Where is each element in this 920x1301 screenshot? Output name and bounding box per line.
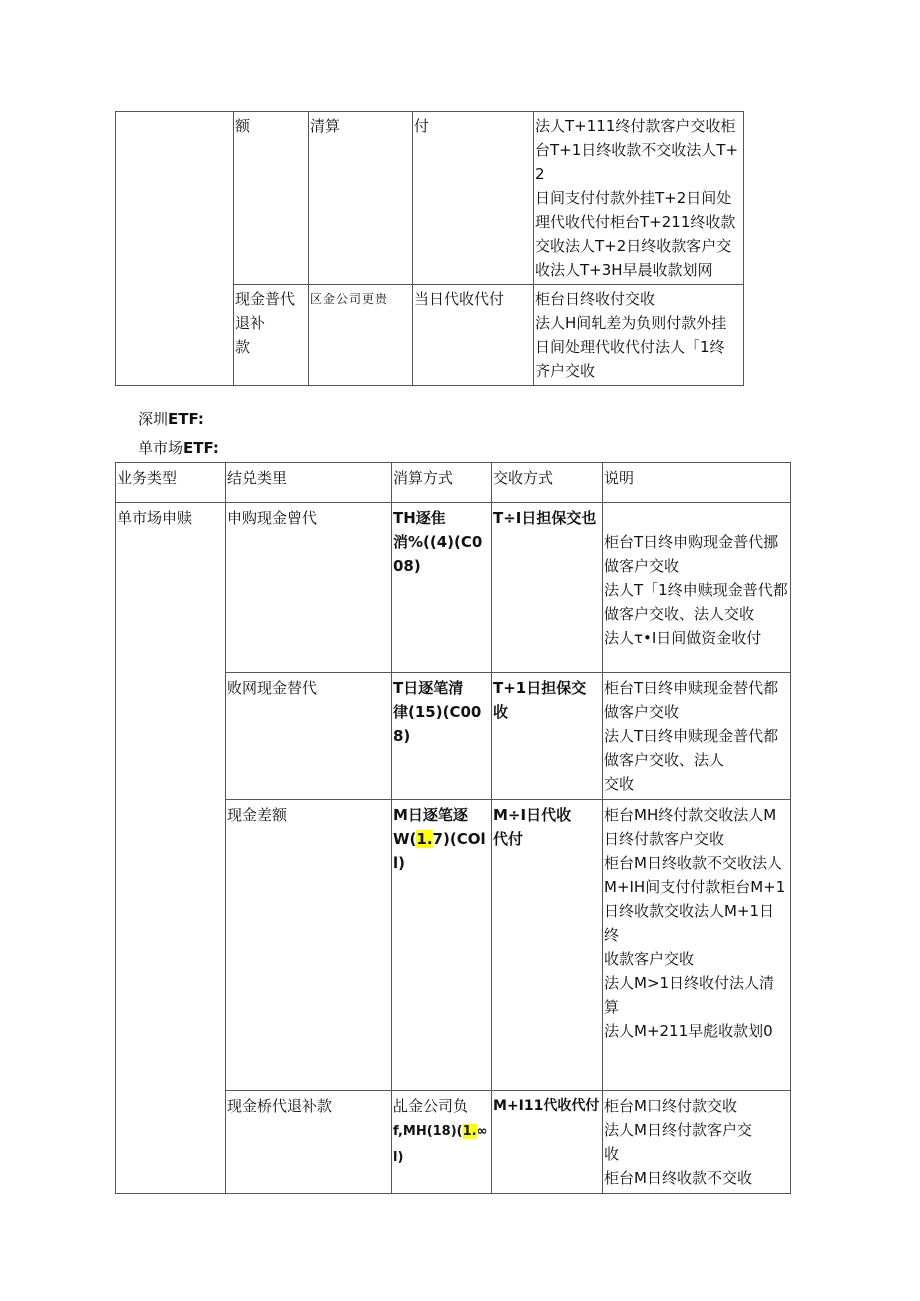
clearing-text-line2b: ∞l) — [393, 1124, 488, 1165]
note-cell: 柜台T日终申赎现金替代都 做客户交收 法人T日终申赎现金普代都 做客户交收、法人 交收 — [603, 673, 791, 800]
settle-cell: 区金公司更贵 — [309, 285, 413, 386]
clearing-text-line1: 乩金公司负 — [393, 1097, 469, 1115]
header-settle-type: 结兑类里 — [226, 463, 392, 503]
highlighted-text: 1. — [416, 830, 433, 848]
type-cell: 败网现金替代 — [226, 673, 392, 800]
settle-cell: 清算 — [309, 112, 413, 285]
note-cell: 柜台日终收付交收 法人H间轧差为负则付款外挂 日间处理代收代付法人「1终 齐户交收 — [534, 285, 744, 386]
type-cell: 现金桥代退补款 — [226, 1091, 392, 1194]
caption-single-market: 单市场 — [138, 439, 184, 457]
note-cell: 柜台M口终付款交收 法人M日终付款客户交 收 柜台M日终收款不交收 — [603, 1091, 791, 1194]
clearing-text-line2a: f,MH(18)( — [393, 1124, 463, 1139]
caption-shenzhen: 深圳 — [138, 410, 169, 428]
clearing-cell: T日逐笔清 律(15)(C008) — [392, 673, 492, 800]
item-cell: 现金普代 退补 款 — [234, 285, 309, 386]
header-note: 说明 — [603, 463, 791, 503]
caption-etf: ETF: — [168, 410, 204, 428]
delivery-cell: T+1日担保交 收 — [492, 673, 603, 800]
table-row — [116, 112, 744, 285]
clearing-text-line2b: 7)(COll) — [393, 830, 486, 872]
clearing-text-line1: M日逐笔逐 — [393, 806, 468, 824]
clearing-cell — [392, 1091, 492, 1194]
table-continuation — [115, 111, 744, 386]
delivery-cell: M+I11代收代付 — [492, 1091, 603, 1194]
clearing-cell — [392, 800, 492, 1091]
type-cell: 现金差额 — [226, 800, 392, 1091]
caption-single-market-etf — [138, 437, 219, 459]
caption-etf: ETF: — [183, 439, 219, 457]
note-cell: 法人T+111终付款客户交收柜 台T+1日终收款不交收法人T+2 日间支付付款外挂T+2日间处 理代收代付柜台T+211终收款 交收法人T+2日终收款客户交 收法人T+3H早晨收款划网 — [534, 112, 744, 285]
table-row — [116, 503, 791, 673]
item-cell: 额 — [234, 112, 309, 285]
delivery-cell: T÷I日担保交也 — [492, 503, 603, 673]
note-cell: 柜台T日终申购现金普代挪 做客户交收 法人T「1终申赎现金普代都 做客户交收、法人交收 法人τ•I日间做资金收付 — [603, 503, 791, 673]
deliver-cell: 付 — [413, 112, 534, 285]
header-clearing-method: 消算方式 — [392, 463, 492, 503]
clearing-cell: TH逐隹 消%((4)(C008) — [392, 503, 492, 673]
table-single-market-etf — [115, 462, 791, 1194]
business-type-cell: 单市场申赎 — [116, 503, 226, 1194]
clearing-text-line2a: W( — [393, 830, 417, 848]
caption-shenzhen-etf — [138, 408, 204, 430]
type-cell: 申购现金曾代 — [226, 503, 392, 673]
header-delivery-method: 交收方式 — [492, 463, 603, 503]
table-header-row — [116, 463, 791, 503]
empty-cell — [116, 112, 234, 386]
note-cell: 柜台MH终付款交收法人M 日终付款客户交收 柜台M日终收款不交收法人 M+IH间支付付款柜台M+1 日终收款交收法人M+1日终 收款客户交收 法人M>1日终收付法人清算 法人M+211早彪收款划0 — [603, 800, 791, 1091]
delivery-cell: M÷I日代收 代付 — [492, 800, 603, 1091]
highlighted-text: 1. — [462, 1124, 477, 1139]
deliver-cell: 当日代收代付 — [413, 285, 534, 386]
header-business-type: 业务类型 — [116, 463, 226, 503]
